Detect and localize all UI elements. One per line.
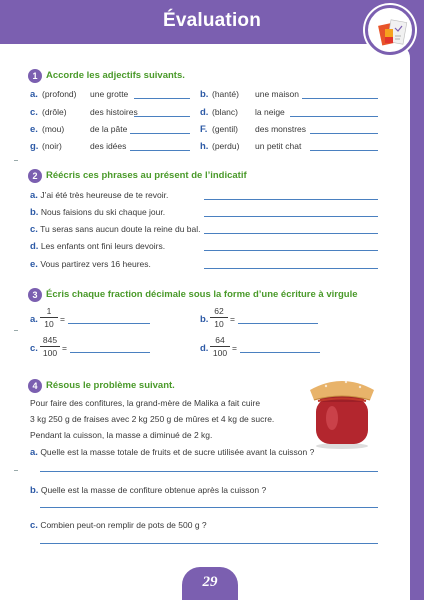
ex3-answer-c[interactable] xyxy=(70,352,150,353)
ex1-answer-g[interactable] xyxy=(130,150,190,151)
ex3-item-d-letter: d. xyxy=(200,343,209,354)
ex2-item-e: e. Vous partirez vers 16 heures. xyxy=(30,259,151,270)
question-c: c. Combien peut-on remplir de pots de 500 g ? xyxy=(30,520,207,531)
exercise-4-number: 4 xyxy=(28,379,42,393)
question-a: a. Quelle est la masse totale de fruits et de sucre utilisée avant la cuisson ? xyxy=(30,447,315,458)
equals-sign: = xyxy=(232,343,237,353)
problem-intro-line-3: Pendant la cuisson, la masse a diminué de 2 kg. xyxy=(30,430,213,440)
fraction-b: $\frac{62}{10}$ xyxy=(210,306,228,329)
ex1-item-h: h. (perdu) un petit chat xyxy=(200,141,302,152)
ex1-answer-a[interactable] xyxy=(134,98,190,99)
problem-intro-line-2: 3 kg 250 g de fraises avec 2 kg 250 g de mûres et 4 kg de sucre. xyxy=(30,414,275,424)
ex3-answer-b[interactable] xyxy=(238,323,318,324)
ex1-answer-e[interactable] xyxy=(130,133,190,134)
ex1-answer-c[interactable] xyxy=(134,116,190,117)
ex2-item-b: b. Nous faisions du ski chaque jour. xyxy=(30,207,166,218)
jam-jar-icon xyxy=(304,374,380,450)
ex1-item-g: g. (noir) des idées xyxy=(30,141,127,152)
exercise-3-number: 3 xyxy=(28,288,42,302)
exercise-1-title: Accorde les adjectifs suivants. xyxy=(46,70,185,81)
header-bar xyxy=(0,0,424,44)
ex2-answer-a[interactable] xyxy=(204,199,378,200)
answer-line-c[interactable] xyxy=(40,543,378,544)
ex2-answer-e[interactable] xyxy=(204,268,378,269)
fraction-c: $\frac{845}{100}$ xyxy=(40,335,60,358)
ex3-item-b-letter: b. xyxy=(200,314,209,325)
equals-sign: = xyxy=(230,314,235,324)
answer-line-a[interactable] xyxy=(40,471,378,472)
problem-intro-line-1: Pour faire des confitures, la grand-mère de Malika a fait cuire xyxy=(30,398,261,408)
exercise-2-number: 2 xyxy=(28,169,42,183)
exercise-4-title: Résous le problème suivant. xyxy=(46,380,175,391)
ex1-item-e: e. (mou) de la pâte xyxy=(30,124,128,135)
exercise-2-title: Réécris ces phrases au présent de l’indicatif xyxy=(46,170,247,181)
ex3-item-c-letter: c. xyxy=(30,343,38,354)
equals-sign: = xyxy=(60,314,65,324)
ex1-item-c: c. (drôle) des histoires xyxy=(30,107,138,118)
ex3-answer-d[interactable] xyxy=(240,352,320,353)
answer-line-b[interactable] xyxy=(40,507,378,508)
page-number: 29 xyxy=(182,567,238,600)
ex1-answer-d[interactable] xyxy=(290,116,378,117)
ex1-answer-b[interactable] xyxy=(302,98,378,99)
question-b: b. Quelle est la masse de confiture obtenue après la cuisson ? xyxy=(30,485,267,496)
ex2-answer-b[interactable] xyxy=(204,216,378,217)
ex1-item-b: b. (hanté) une maison xyxy=(200,89,299,100)
ex1-answer-h[interactable] xyxy=(310,150,378,151)
page-title: Évaluation xyxy=(162,10,262,31)
ex3-item-a-letter: a. xyxy=(30,314,38,325)
ex3-answer-a[interactable] xyxy=(68,323,150,324)
corner-badge xyxy=(365,5,415,55)
ex2-item-d: d. Les enfants ont fini leurs devoirs. xyxy=(30,241,166,252)
ex1-answer-f[interactable] xyxy=(310,133,378,134)
exercise-3-title: Écris chaque fraction décimale sous la forme d’une écriture à virgule xyxy=(46,289,358,300)
fraction-d: $\frac{64}{100}$ xyxy=(210,335,230,358)
ex2-item-c: c. Tu seras sans aucun doute la reine du bal. xyxy=(30,224,201,235)
ex2-answer-d[interactable] xyxy=(204,250,378,251)
evaluation-sheet-icon xyxy=(376,16,410,50)
ex1-item-a: a. (profond) une grotte xyxy=(30,89,129,100)
fraction-a: $\frac{1}{10}$ xyxy=(40,306,58,329)
ex1-item-f: F. (gentil) des monstres xyxy=(200,124,307,135)
equals-sign: = xyxy=(62,343,67,353)
ex1-item-d: d. (blanc) la neige xyxy=(200,107,285,118)
ex2-item-a: a. J’ai été très heureuse de te revoir. xyxy=(30,190,169,201)
ex2-answer-c[interactable] xyxy=(204,233,378,234)
exercise-1-number: 1 xyxy=(28,69,42,83)
